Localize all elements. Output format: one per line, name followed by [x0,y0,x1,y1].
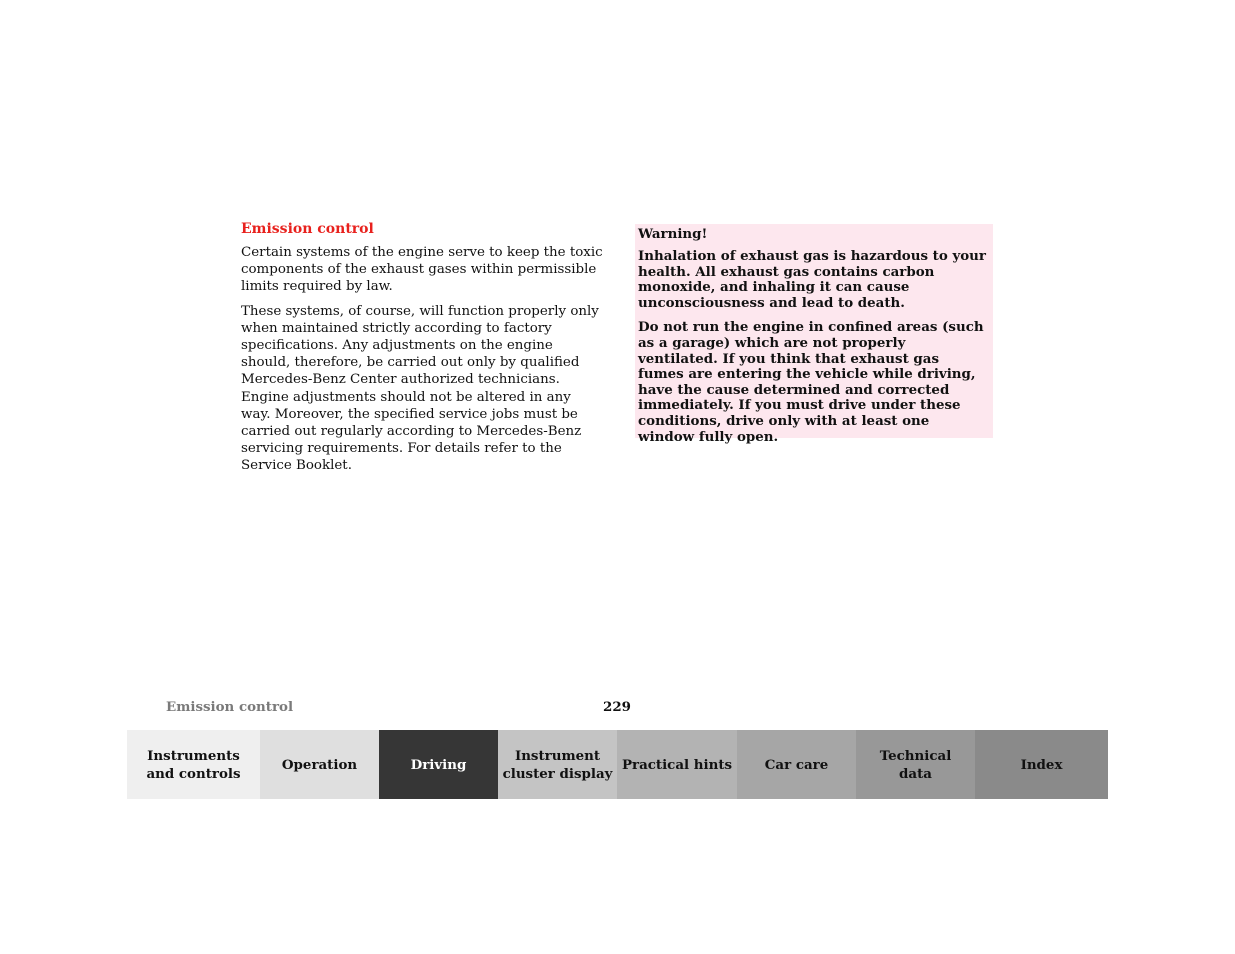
nav-tab-technical-data[interactable]: Technical data [856,730,975,799]
body-paragraph-1: Certain systems of the engine serve to keep the toxic components of the exhaust gases within permissible limits required by law. [241,245,603,295]
section-heading: Emission control [241,221,374,237]
nav-tab-index[interactable]: Index [975,730,1108,799]
nav-tab-driving[interactable]: Driving [379,730,498,799]
warning-paragraph-1: Inhalation of exhaust gas is hazardous to your health. All exhaust gas contains carbon monoxide, and inhaling it can cause unconsciousness and lead to death. [638,248,986,311]
main-content [241,220,603,482]
footer-section-label: Emission control [166,699,294,715]
warning-box [635,224,993,445]
warning-title: Warning! [638,226,708,242]
nav-tab-operation[interactable]: Operation [260,730,379,799]
nav-tab-instruments-and-controls[interactable]: Instruments and controls [127,730,260,799]
chapter-nav-bar [127,730,1108,799]
body-paragraph-2: These systems, of course, will function properly only when maintained strictly according to factory specifications. Any adjustments on the engine should, therefore, be carried out only by qualified Mercedes-Benz Center authorized technicians. Engine adjustments should not be altered in any way. Moreover, the specified service jobs must be carried out regularly according to Mercedes-Benz servicing requirements. For details refer to the Service Booklet. [241,303,599,474]
nav-tab-practical-hints[interactable]: Practical hints [617,730,737,799]
nav-tab-car-care[interactable]: Car care [737,730,856,799]
page-number: 229 [603,699,631,715]
nav-tab-instrument-cluster-display[interactable]: Instrument cluster display [498,730,617,799]
warning-paragraph-2: Do not run the engine in confined areas (such as a garage) which are not properly ventilated. If you think that exhaust gas fumes are entering the vehicle while driving, have the cause determined and corrected immediately. If you must drive under these conditions, drive only with at least one window fully open. [638,319,984,445]
